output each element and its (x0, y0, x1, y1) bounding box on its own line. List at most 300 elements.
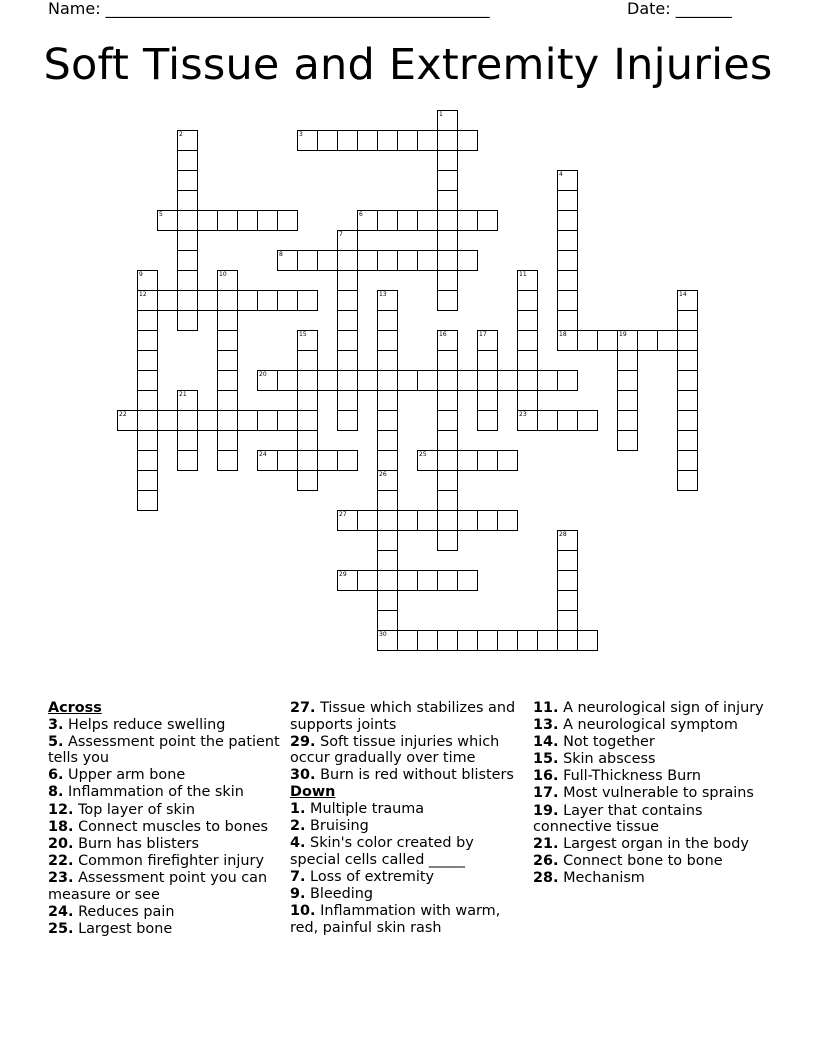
crossword-cell[interactable] (517, 310, 538, 331)
clue-item (290, 734, 524, 767)
clue-number-label: 26 (379, 471, 387, 478)
crossword-cell[interactable] (677, 390, 698, 411)
crossword-cell[interactable] (437, 130, 458, 151)
crossword-cell[interactable] (177, 430, 198, 451)
crossword-cell[interactable] (677, 430, 698, 451)
crossword-cell[interactable] (357, 510, 378, 531)
crossword-cell[interactable] (577, 630, 598, 651)
clue-item (290, 700, 524, 733)
crossword-cell[interactable] (337, 290, 358, 311)
crossword-cell[interactable] (397, 130, 418, 151)
clue-number-label: 18 (559, 331, 567, 338)
clue-number: 15. (533, 751, 559, 768)
crossword-cell[interactable] (457, 130, 478, 151)
crossword-cell[interactable] (377, 590, 398, 611)
crossword-cell[interactable] (377, 350, 398, 371)
clue-number: 1. (290, 801, 306, 818)
crossword-cell[interactable] (297, 130, 318, 151)
clue-number-label: 23 (519, 411, 527, 418)
crossword-cell[interactable] (177, 190, 198, 211)
crossword-cell[interactable] (337, 570, 358, 591)
clue-column-1 (48, 700, 280, 938)
crossword-cell[interactable] (397, 370, 418, 391)
clue-text: Burn is red without blisters (315, 767, 514, 784)
crossword-cell[interactable] (497, 450, 518, 471)
clue-text: Skin abscess (558, 751, 656, 768)
crossword-cell[interactable] (337, 270, 358, 291)
crossword-cell[interactable] (177, 390, 198, 411)
clue-item (48, 921, 280, 938)
crossword-cell[interactable] (557, 170, 578, 191)
crossword-cell[interactable] (157, 210, 178, 231)
clue-item (48, 836, 280, 853)
crossword-cell[interactable] (477, 630, 498, 651)
clue-number-label: 4 (559, 171, 563, 178)
crossword-cell[interactable] (277, 450, 298, 471)
crossword-cell[interactable] (617, 430, 638, 451)
crossword-cell[interactable] (357, 370, 378, 391)
crossword-cell[interactable] (437, 170, 458, 191)
crossword-cell[interactable] (517, 290, 538, 311)
clue-text: Largest organ in the body (558, 836, 749, 853)
crossword-cell[interactable] (377, 570, 398, 591)
clue-number: 17. (533, 785, 559, 802)
crossword-cell[interactable] (157, 410, 178, 431)
crossword-cell[interactable] (517, 410, 538, 431)
clue-text: Full-Thickness Burn (558, 768, 702, 785)
crossword-cell[interactable] (377, 330, 398, 351)
crossword-cell[interactable] (557, 270, 578, 291)
crossword-cell[interactable] (477, 210, 498, 231)
crossword-cell[interactable] (137, 330, 158, 351)
crossword-cell[interactable] (497, 630, 518, 651)
crossword-cell[interactable] (377, 490, 398, 511)
crossword-cell[interactable] (437, 430, 458, 451)
crossword-cell[interactable] (337, 450, 358, 471)
crossword-cell[interactable] (637, 330, 658, 351)
crossword-cell[interactable] (617, 350, 638, 371)
crossword-cell[interactable] (617, 410, 638, 431)
clue-column-3 (533, 700, 769, 888)
crossword-cell[interactable] (177, 150, 198, 171)
crossword-cell[interactable] (417, 370, 438, 391)
crossword-cell[interactable] (677, 470, 698, 491)
crossword-cell[interactable] (437, 150, 458, 171)
crossword-cell[interactable] (277, 210, 298, 231)
crossword-cell[interactable] (557, 370, 578, 391)
crossword-cell[interactable] (437, 570, 458, 591)
crossword-cell[interactable] (557, 190, 578, 211)
clue-item (48, 853, 280, 870)
clue-item (290, 818, 524, 835)
crossword-cell[interactable] (377, 450, 398, 471)
crossword-cell[interactable] (477, 330, 498, 351)
crossword-cell[interactable] (517, 390, 538, 411)
crossword-cell[interactable] (677, 350, 698, 371)
crossword-cell[interactable] (437, 450, 458, 471)
crossword-cell[interactable] (297, 290, 318, 311)
crossword-cell[interactable] (517, 630, 538, 651)
clue-item (533, 700, 769, 717)
crossword-cell[interactable] (137, 270, 158, 291)
crossword-cell[interactable] (337, 330, 358, 351)
crossword-cell[interactable] (557, 610, 578, 631)
crossword-cell[interactable] (437, 230, 458, 251)
clue-item (48, 767, 280, 784)
clue-text: Layer that contains connective tissue (533, 802, 703, 836)
crossword-cell[interactable] (297, 350, 318, 371)
crossword-cell[interactable] (437, 290, 458, 311)
crossword-cell[interactable] (377, 610, 398, 631)
page-title: Soft Tissue and Extremity Injuries (43, 40, 773, 90)
crossword-cell[interactable] (117, 410, 138, 431)
crossword-cell[interactable] (337, 390, 358, 411)
crossword-cell[interactable] (137, 470, 158, 491)
clue-text: Skin's color created by special cells called _____ (290, 835, 474, 868)
clue-number-label: 11 (519, 271, 527, 278)
crossword-cell[interactable] (217, 410, 238, 431)
crossword-cell[interactable] (457, 210, 478, 231)
crossword-cell[interactable] (417, 210, 438, 231)
clue-item (48, 717, 280, 734)
clue-item (48, 904, 280, 921)
crossword-cell[interactable] (477, 410, 498, 431)
clue-text: Burn has blisters (73, 835, 199, 852)
crossword-cell[interactable] (137, 350, 158, 371)
crossword-cell[interactable] (137, 390, 158, 411)
crossword-cell[interactable] (357, 130, 378, 151)
crossword-cell[interactable] (377, 290, 398, 311)
crossword-cell[interactable] (457, 510, 478, 531)
crossword-cell[interactable] (617, 330, 638, 351)
crossword-cell[interactable] (437, 370, 458, 391)
crossword-cell[interactable] (557, 250, 578, 271)
crossword-cell[interactable] (597, 330, 618, 351)
crossword-cell[interactable] (477, 450, 498, 471)
clue-number: 27. (290, 700, 316, 716)
clue-number: 22. (48, 852, 74, 869)
clue-number: 16. (533, 768, 559, 785)
crossword-cell[interactable] (257, 210, 278, 231)
crossword-cell[interactable] (377, 130, 398, 151)
crossword-cell[interactable] (177, 130, 198, 151)
crossword-cell[interactable] (137, 450, 158, 471)
crossword-cell[interactable] (437, 490, 458, 511)
crossword-cell[interactable] (137, 370, 158, 391)
crossword-cell[interactable] (217, 450, 238, 471)
crossword-cell[interactable] (457, 250, 478, 271)
crossword-cell[interactable] (437, 190, 458, 211)
clue-number: 5. (48, 733, 64, 750)
crossword-cell[interactable] (517, 370, 538, 391)
crossword-cell[interactable] (137, 490, 158, 511)
crossword-cell[interactable] (437, 110, 458, 131)
clue-number: 2. (290, 818, 306, 835)
clue-number: 12. (48, 801, 74, 818)
clue-text: Helps reduce swelling (63, 716, 226, 733)
crossword-cell[interactable] (437, 330, 458, 351)
crossword-cell[interactable] (297, 330, 318, 351)
crossword-cell[interactable] (437, 390, 458, 411)
crossword-cell[interactable] (317, 250, 338, 271)
crossword-cell[interactable] (437, 470, 458, 491)
crossword-cell[interactable] (177, 290, 198, 311)
crossword-cell[interactable] (497, 510, 518, 531)
crossword-cell[interactable] (157, 290, 178, 311)
clue-number-label: 20 (259, 371, 267, 378)
clue-number: 26. (533, 853, 559, 870)
crossword-cell[interactable] (677, 290, 698, 311)
crossword-cell[interactable] (297, 410, 318, 431)
clue-number: 13. (533, 717, 559, 734)
crossword-cell[interactable] (557, 630, 578, 651)
crossword-cell[interactable] (297, 430, 318, 451)
crossword-cell[interactable] (277, 250, 298, 271)
clue-number: 10. (290, 903, 316, 920)
crossword-cell[interactable] (317, 130, 338, 151)
crossword-cell[interactable] (317, 450, 338, 471)
clue-text: Top layer of skin (73, 801, 196, 818)
crossword-cell[interactable] (457, 630, 478, 651)
crossword-cell[interactable] (477, 510, 498, 531)
crossword-cell[interactable] (337, 370, 358, 391)
crossword-cell[interactable] (397, 210, 418, 231)
crossword-cell[interactable] (257, 370, 278, 391)
clue-text: Bruising (305, 818, 369, 835)
crossword-cell[interactable] (377, 470, 398, 491)
crossword-cell[interactable] (217, 330, 238, 351)
crossword-cell[interactable] (557, 550, 578, 571)
crossword-cell[interactable] (297, 370, 318, 391)
crossword-cell[interactable] (137, 290, 158, 311)
clue-number-label: 14 (679, 291, 687, 298)
clue-item (533, 870, 769, 887)
clue-text: Reduces pain (73, 903, 175, 920)
crossword-cell[interactable] (297, 450, 318, 471)
crossword-cell[interactable] (177, 450, 198, 471)
crossword-cell[interactable] (577, 330, 598, 351)
crossword-cell[interactable] (137, 430, 158, 451)
crossword-cell[interactable] (497, 370, 518, 391)
clue-number-label: 10 (219, 271, 227, 278)
crossword-cell[interactable] (177, 210, 198, 231)
crossword-cell[interactable] (517, 350, 538, 371)
crossword-cell[interactable] (337, 350, 358, 371)
crossword-cell[interactable] (257, 450, 278, 471)
crossword-cell[interactable] (377, 410, 398, 431)
clue-number-label: 25 (419, 451, 427, 458)
crossword-cell[interactable] (417, 450, 438, 471)
clue-text: A neurological sign of injury (558, 700, 764, 716)
crossword-cell[interactable] (177, 270, 198, 291)
clue-number-label: 22 (119, 411, 127, 418)
crossword-cell[interactable] (517, 330, 538, 351)
crossword-cell[interactable] (257, 410, 278, 431)
crossword-cell[interactable] (477, 350, 498, 371)
crossword-cell[interactable] (477, 370, 498, 391)
crossword-cell[interactable] (377, 210, 398, 231)
crossword-cell[interactable] (357, 210, 378, 231)
crossword-cell[interactable] (457, 370, 478, 391)
crossword-cell[interactable] (377, 310, 398, 331)
crossword-cell[interactable] (217, 390, 238, 411)
clue-text: Largest bone (73, 920, 173, 937)
crossword-cell[interactable] (557, 530, 578, 551)
crossword-cell[interactable] (177, 230, 198, 251)
clue-section-heading: Across (48, 700, 102, 716)
crossword-cell[interactable] (517, 270, 538, 291)
crossword-cell[interactable] (137, 410, 158, 431)
clue-text: Inflammation of the skin (63, 784, 244, 801)
crossword-cell[interactable] (677, 310, 698, 331)
crossword-cell[interactable] (377, 550, 398, 571)
crossword-cell[interactable] (277, 290, 298, 311)
crossword-cell[interactable] (197, 290, 218, 311)
clue-item (290, 767, 524, 784)
crossword-cell[interactable] (397, 250, 418, 271)
clue-number: 18. (48, 818, 74, 835)
crossword-cell[interactable] (417, 130, 438, 151)
crossword-cell[interactable] (417, 510, 438, 531)
crossword-cell[interactable] (337, 250, 358, 271)
crossword-cell[interactable] (437, 350, 458, 371)
crossword-cell[interactable] (177, 170, 198, 191)
crossword-cell[interactable] (417, 250, 438, 271)
crossword-cell[interactable] (377, 250, 398, 271)
crossword-cell[interactable] (657, 330, 678, 351)
crossword-cell[interactable] (177, 410, 198, 431)
crossword-cell[interactable] (237, 210, 258, 231)
crossword-cell[interactable] (557, 230, 578, 251)
crossword-cell[interactable] (337, 230, 358, 251)
crossword-cell[interactable] (337, 410, 358, 431)
crossword-cell[interactable] (217, 290, 238, 311)
clue-item (533, 836, 769, 853)
crossword-cell[interactable] (677, 330, 698, 351)
crossword-cell[interactable] (377, 390, 398, 411)
crossword-cell[interactable] (377, 370, 398, 391)
crossword-cell[interactable] (197, 210, 218, 231)
crossword-cell[interactable] (137, 310, 158, 331)
clue-item (290, 886, 524, 903)
clue-text: Tissue which stabilizes and supports joints (290, 700, 516, 733)
clue-section-heading: Down (290, 784, 336, 801)
crossword-cell[interactable] (337, 130, 358, 151)
crossword-cell[interactable] (557, 330, 578, 351)
crossword-cell[interactable] (357, 250, 378, 271)
crossword-cell[interactable] (397, 630, 418, 651)
crossword-cell[interactable] (377, 510, 398, 531)
crossword-cell[interactable] (557, 570, 578, 591)
crossword-cell[interactable] (317, 370, 338, 391)
crossword-cell[interactable] (457, 570, 478, 591)
crossword-cell[interactable] (437, 250, 458, 271)
crossword-cell[interactable] (217, 210, 238, 231)
clue-number: 7. (290, 868, 306, 885)
clue-number: 3. (48, 716, 64, 733)
clue-number: 14. (533, 734, 559, 751)
crossword-cell[interactable] (437, 630, 458, 651)
crossword-cell[interactable] (437, 270, 458, 291)
crossword-cell[interactable] (537, 410, 558, 431)
crossword-cell[interactable] (297, 250, 318, 271)
crossword-cell[interactable] (237, 290, 258, 311)
crossword-cell[interactable] (377, 530, 398, 551)
crossword-cell[interactable] (377, 630, 398, 651)
crossword-cell[interactable] (417, 570, 438, 591)
crossword-cell[interactable] (617, 370, 638, 391)
crossword-cell[interactable] (197, 410, 218, 431)
crossword-cell[interactable] (297, 470, 318, 491)
crossword-cell[interactable] (277, 370, 298, 391)
crossword-cell[interactable] (177, 250, 198, 271)
clue-item (290, 869, 524, 886)
crossword-cell[interactable] (237, 410, 258, 431)
clue-number: 11. (533, 700, 559, 716)
crossword-cell[interactable] (677, 370, 698, 391)
crossword-cell[interactable] (337, 510, 358, 531)
clue-text: Bleeding (305, 886, 374, 903)
clue-number-label: 2 (179, 131, 183, 138)
crossword-cell[interactable] (617, 390, 638, 411)
crossword-cell[interactable] (437, 510, 458, 531)
crossword-cell[interactable] (557, 310, 578, 331)
clue-item (48, 819, 280, 836)
name-field-label: Name: ________________________________________________ (48, 0, 490, 18)
crossword-cell[interactable] (217, 310, 238, 331)
clue-text: Assessment point the patient tells you (48, 733, 280, 767)
crossword-cell[interactable] (377, 430, 398, 451)
crossword-cell[interactable] (677, 410, 698, 431)
clue-number: 8. (48, 784, 64, 801)
crossword-cell[interactable] (577, 410, 598, 431)
crossword-cell[interactable] (297, 390, 318, 411)
clue-item (533, 803, 769, 836)
crossword-cell[interactable] (557, 210, 578, 231)
crossword-cell[interactable] (217, 270, 238, 291)
crossword-cell[interactable] (217, 350, 238, 371)
crossword-cell[interactable] (337, 310, 358, 331)
crossword-cell[interactable] (677, 450, 698, 471)
crossword-cell[interactable] (177, 310, 198, 331)
clue-number: 4. (290, 835, 306, 852)
clue-number-label: 5 (159, 211, 163, 218)
clue-text: Assessment point you can measure or see (48, 869, 268, 903)
crossword-cell[interactable] (457, 450, 478, 471)
crossword-cell[interactable] (397, 510, 418, 531)
crossword-cell[interactable] (357, 570, 378, 591)
crossword-cell[interactable] (557, 590, 578, 611)
crossword-cell[interactable] (437, 210, 458, 231)
crossword-cell[interactable] (257, 290, 278, 311)
crossword-cell[interactable] (537, 370, 558, 391)
crossword-cell[interactable] (217, 430, 238, 451)
crossword-cell[interactable] (437, 530, 458, 551)
clue-number-label: 12 (139, 291, 147, 298)
crossword-cell[interactable] (557, 290, 578, 311)
crossword-cell[interactable] (417, 630, 438, 651)
clue-number-label: 1 (439, 111, 443, 118)
crossword-cell[interactable] (537, 630, 558, 651)
crossword-cell[interactable] (277, 410, 298, 431)
clue-number: 21. (533, 836, 559, 853)
clue-item (533, 751, 769, 768)
crossword-cell[interactable] (437, 410, 458, 431)
crossword-cell[interactable] (217, 370, 238, 391)
crossword-cell[interactable] (397, 570, 418, 591)
crossword-cell[interactable] (557, 410, 578, 431)
crossword-cell[interactable] (477, 390, 498, 411)
